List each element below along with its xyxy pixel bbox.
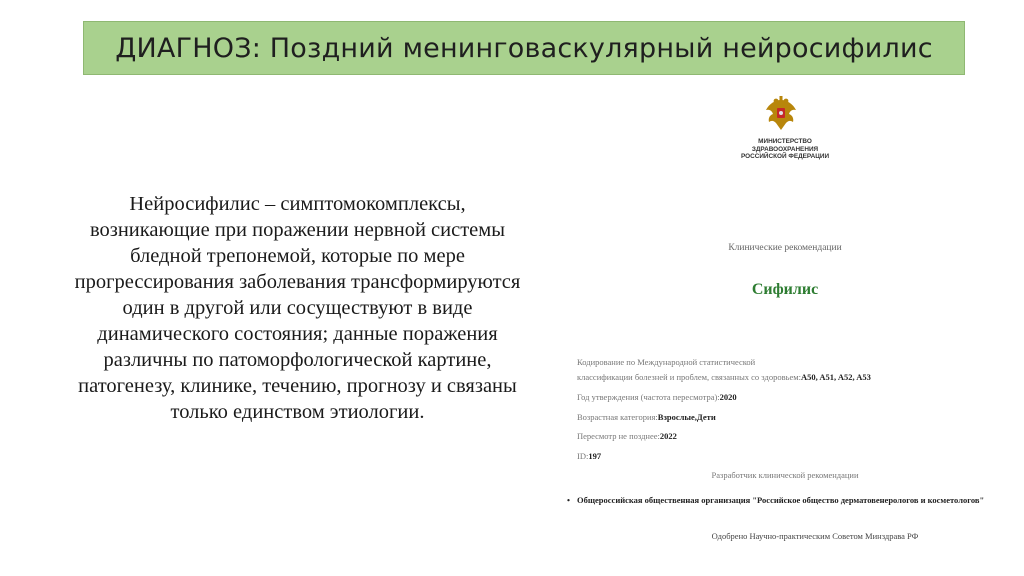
developer-organization (567, 494, 1007, 506)
slide-title-bar (83, 21, 965, 75)
review-line (577, 431, 677, 441)
age-label: Возрастная категория: (577, 412, 658, 422)
review-value: 2022 (659, 431, 677, 441)
clinical-guideline-document (555, 90, 1015, 560)
coding-value: A50, A51, A52, A53 (800, 372, 871, 382)
ministry-line: РОССИЙСКОЙ ФЕДЕРАЦИИ (740, 153, 830, 161)
body-line: один в другой или сосуществуют в виде (122, 297, 473, 319)
slide-body-text (60, 191, 535, 425)
russian-eagle-emblem-icon (761, 94, 801, 134)
coding-line-2 (577, 372, 871, 382)
body-line: бледной трепонемой, которые по мере (130, 245, 465, 267)
body-line: патогенезу, клинике, течению, прогнозу и связаны (78, 375, 517, 397)
year-label: Год утверждения (частота пересмотра): (577, 392, 720, 402)
body-line: возникающие при поражении нервной системы (89, 219, 506, 241)
body-line: динамического состояния; данные поражения (97, 323, 498, 345)
body-line: только единством этиологии. (170, 401, 425, 423)
body-line: прогрессирования заболевания трансформируются (74, 271, 521, 293)
id-value: 197 (588, 451, 602, 461)
review-label: Пересмотр не позднее: (577, 431, 660, 441)
age-category-line (577, 412, 716, 422)
slide-title: ДИАГНОЗ: Поздний менинговаскулярный нейросифилис (115, 32, 933, 64)
bullet-icon: • (567, 495, 570, 505)
document-title: Сифилис (751, 281, 819, 298)
ministry-caption (715, 138, 855, 161)
coding-label: классификации болезней и проблем, связанных со здоровьем: (577, 372, 801, 382)
body-line: различны по патоморфологической картине, (103, 349, 492, 371)
approval-year-line (577, 392, 737, 402)
id-line (577, 451, 601, 461)
coding-line-1 (577, 357, 755, 367)
id-label: ID: (577, 451, 589, 461)
age-value: Взрослые,Дети (657, 412, 716, 422)
body-line: Нейросифилис – симптомокомплексы, (129, 193, 466, 215)
ministry-line: МИНИСТЕРСТВО (758, 138, 812, 145)
year-value: 2020 (719, 392, 737, 402)
approval-note: Одобрено Научно-практическим Советом Минздрава РФ (711, 531, 919, 541)
coding-text: Кодирование по Международной статистической (577, 357, 756, 367)
organization-name: Общероссийская общественная организация "Российское общество дерматовенерологов и косметологов" (577, 495, 985, 505)
developer-heading: Разработчик клинической рекомендации (711, 470, 859, 480)
ministry-line: ЗДРАВООХРАНЕНИЯ (751, 145, 819, 153)
document-subtitle: Клинические рекомендации (728, 243, 842, 253)
